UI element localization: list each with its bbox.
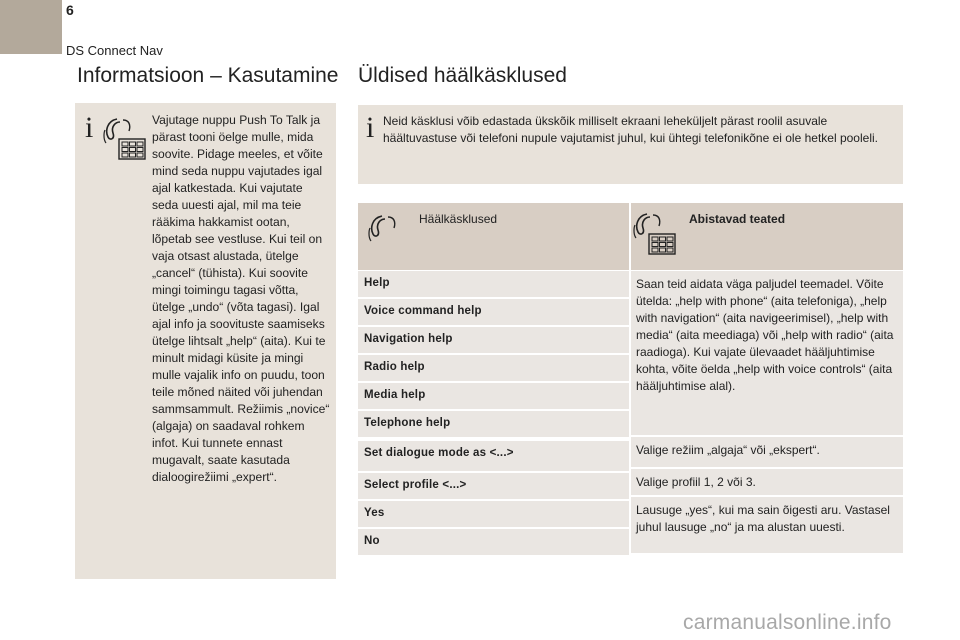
- voice-keypad-icon: [103, 117, 149, 163]
- table-row: [358, 271, 629, 297]
- response-cell: [631, 469, 903, 495]
- response-text: Valige profiil 1, 2 või 3.: [636, 475, 756, 489]
- section-heading-commands: Üldised häälkäsklused: [358, 64, 567, 87]
- voice-keypad-icon: [633, 212, 679, 258]
- table-row: [358, 327, 629, 353]
- intro-note: [358, 105, 903, 184]
- command-label: No: [364, 535, 380, 547]
- response-cell: [631, 497, 903, 553]
- response-text: Lausuge „yes“, kui ma sain õigesti aru. Vastasel juhul lausuge „no“ ja ma alustan uuesti.: [636, 503, 890, 534]
- header-cell-commands: [358, 203, 629, 270]
- intro-text: Neid käsklusi võib edastada ükskõik milliselt ekraani leheküljelt pärast roolil asuvale häältuvastuse või telefoni nupule vajutamist juhul, kui ühtegi telefonikõne ei ole hetkel pooleli.: [383, 114, 878, 145]
- voice-command-icon: [366, 214, 402, 250]
- response-cell: [631, 271, 903, 435]
- watermark: carmanualsonline.info: [683, 611, 892, 634]
- info-box: [75, 103, 336, 579]
- command-label: Select profile <...>: [364, 479, 467, 491]
- table-row: [358, 529, 629, 555]
- header-label-messages: Abistavad teated: [689, 212, 786, 226]
- command-label: Set dialogue mode as <...>: [364, 447, 514, 459]
- page-number: 6: [66, 2, 74, 18]
- info-box-text: Vajutage nuppu Push To Talk ja pärast tooni öelge mulle, mida soovite. Pidage meeles, et võite mind seda nuppu vajutades igal ajal katkestada. Kui vajutate seda uuesti ajal, mil ma teie rääkima hakkamist ootan, lõpetab see vestluse. Kui teil on vaja otsast alustada, ütelge „cancel“ (tühista). Kui soovite mingi toimingu tagasi võtta, ütelge „undo“ (võta tagasi). Igal ajal info ja soovituste saamiseks ütelge lihtsalt „help“ (aita). Kui te minult midagi küsite ja mingi mulle vajalik info on puudu, toon teile mõned näited või juhendan sammsammult. Režiimis „novice“ (algaja) on saadaval rohkem infot. Kui tunnete ennast mugavalt, saate kasutada dialoogirežiimi „expert“.: [152, 113, 330, 484]
- table-row: [358, 355, 629, 381]
- table-row: [358, 299, 629, 325]
- table-row: [358, 501, 629, 527]
- messages-column: [631, 271, 903, 555]
- response-text: Valige režiim „algaja“ või „ekspert“.: [636, 443, 820, 457]
- info-icon: i: [366, 111, 375, 144]
- command-label: Navigation help: [364, 333, 453, 345]
- section-heading-info: Informatsioon – Kasutamine: [77, 64, 339, 87]
- table-row: [358, 473, 629, 499]
- header-cell-messages: [631, 203, 903, 270]
- response-cell: [631, 437, 903, 467]
- command-label: Voice command help: [364, 305, 482, 317]
- document-name: DS Connect Nav: [66, 43, 163, 58]
- header-label-commands: Häälkäsklused: [419, 212, 498, 226]
- command-label: Telephone help: [364, 417, 451, 429]
- commands-column: [358, 271, 629, 557]
- table-header: [358, 203, 903, 270]
- table-row: [358, 383, 629, 409]
- voice-commands-table: [358, 203, 903, 545]
- response-text: Saan teid aidata väga paljudel teemadel. Võite ütelda: „help with phone“ (aita telefoniga), „help with navigation“ (aita navigeerimisel), „help with media“ (aita meediaga) või „help with radio“ (aita raadioga). Kui vajate ülevaadet hääljuhtimise kohta, võite öelda „help with voice controls“ (aita hääljuhtimise alal).: [636, 277, 894, 393]
- table-body: [358, 271, 903, 545]
- command-label: Radio help: [364, 361, 425, 373]
- info-icon: i: [85, 111, 94, 144]
- table-row: [358, 411, 629, 437]
- command-label: Yes: [364, 507, 385, 519]
- corner-tab: [0, 0, 62, 54]
- command-label: Help: [364, 277, 390, 289]
- table-row: [358, 441, 629, 471]
- command-label: Media help: [364, 389, 426, 401]
